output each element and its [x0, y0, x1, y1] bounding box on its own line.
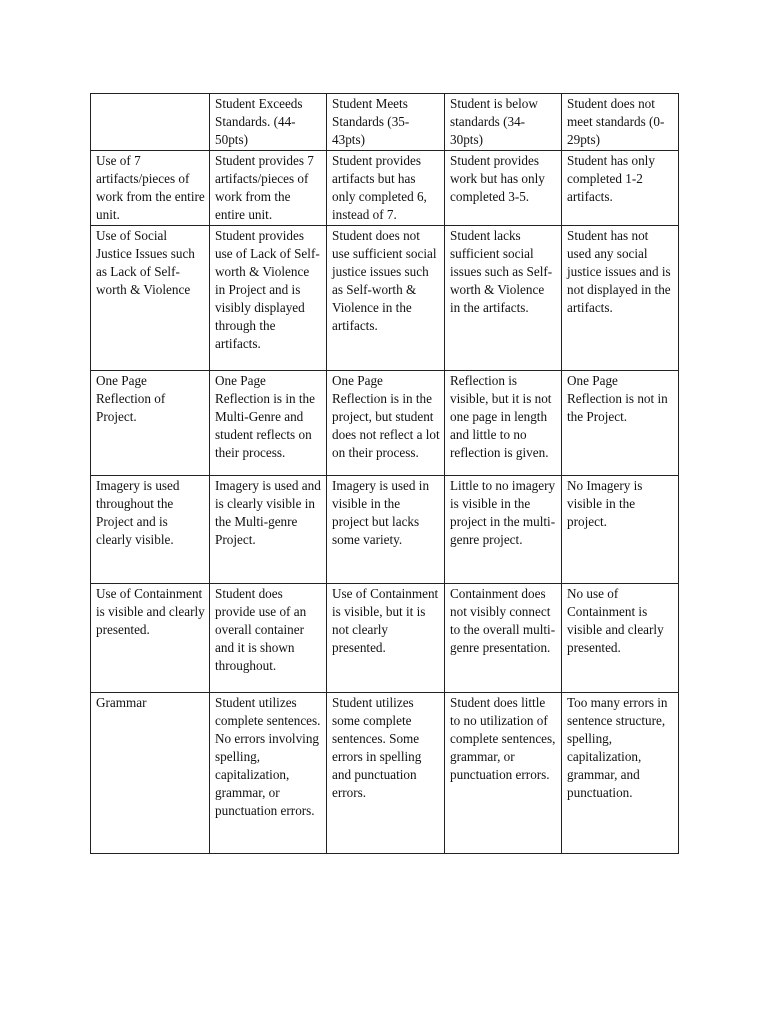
rubric-cell: Student does provide use of an overall container and it is shown throughout. — [210, 584, 327, 693]
table-row — [91, 151, 679, 226]
table-row — [91, 693, 679, 854]
rubric-cell: Student does not use sufficient social justice issues such as Self-worth & Violence in the artifacts. — [327, 226, 445, 371]
rubric-cell: Student provides artifacts but has only completed 6, instead of 7. — [327, 151, 445, 226]
table-row — [91, 226, 679, 371]
table-row — [91, 584, 679, 693]
header-cell-does-not-meet: Student does not meet standards (0-29pts) — [562, 94, 679, 151]
header-cell-criteria — [91, 94, 210, 151]
rubric-cell: One Page Reflection is in the project, but student does not reflect a lot on their process. — [327, 371, 445, 476]
rubric-cell: Student has not used any social justice issues and is not displayed in the artifacts. — [562, 226, 679, 371]
rubric-cell: Imagery is used and is clearly visible in the Multi-genre Project. — [210, 476, 327, 584]
rubric-cell: No Imagery is visible in the project. — [562, 476, 679, 584]
rubric-cell: Reflection is visible, but it is not one page in length and little to no reflection is given. — [445, 371, 562, 476]
rubric-cell: Student has only completed 1-2 artifacts. — [562, 151, 679, 226]
criteria-cell: Use of 7 artifacts/pieces of work from the entire unit. — [91, 151, 210, 226]
rubric-cell: Student does little to no utilization of complete sentences, grammar, or punctuation errors. — [445, 693, 562, 854]
rubric-cell: Little to no imagery is visible in the project in the multi-genre project. — [445, 476, 562, 584]
rubric-cell: Imagery is used in visible in the project but lacks some variety. — [327, 476, 445, 584]
criteria-cell: One Page Reflection of Project. — [91, 371, 210, 476]
table-row — [91, 476, 679, 584]
rubric-cell: Student provides 7 artifacts/pieces of work from the entire unit. — [210, 151, 327, 226]
rubric-cell: Containment does not visibly connect to the overall multi-genre presentation. — [445, 584, 562, 693]
rubric-cell: Use of Containment is visible, but it is not clearly presented. — [327, 584, 445, 693]
rubric-table — [90, 93, 679, 854]
header-row — [91, 94, 679, 151]
rubric-cell: Student utilizes complete sentences. No errors involving spelling, capitalization, grammar, or punctuation errors. — [210, 693, 327, 854]
rubric-cell: No use of Containment is visible and clearly presented. — [562, 584, 679, 693]
rubric-cell: Student utilizes some complete sentences. Some errors in spelling and punctuation errors. — [327, 693, 445, 854]
header-cell-meets: Student Meets Standards (35-43pts) — [327, 94, 445, 151]
rubric-cell: Student provides work but has only completed 3-5. — [445, 151, 562, 226]
rubric-cell: Student provides use of Lack of Self-worth & Violence in Project and is visibly displayed through the artifacts. — [210, 226, 327, 371]
rubric-cell: One Page Reflection is in the Multi-Genre and student reflects on their process. — [210, 371, 327, 476]
criteria-cell: Imagery is used throughout the Project and is clearly visible. — [91, 476, 210, 584]
criteria-cell: Use of Social Justice Issues such as Lack of Self-worth & Violence — [91, 226, 210, 371]
criteria-cell: Use of Containment is visible and clearly presented. — [91, 584, 210, 693]
rubric-cell: One Page Reflection is not in the Project. — [562, 371, 679, 476]
header-cell-below: Student is below standards (34-30pts) — [445, 94, 562, 151]
criteria-cell: Grammar — [91, 693, 210, 854]
header-cell-exceeds: Student Exceeds Standards. (44-50pts) — [210, 94, 327, 151]
rubric-cell: Student lacks sufficient social issues such as Self-worth & Violence in the artifacts. — [445, 226, 562, 371]
rubric-cell: Too many errors in sentence structure, spelling, capitalization, grammar, and punctuation. — [562, 693, 679, 854]
table-row — [91, 371, 679, 476]
